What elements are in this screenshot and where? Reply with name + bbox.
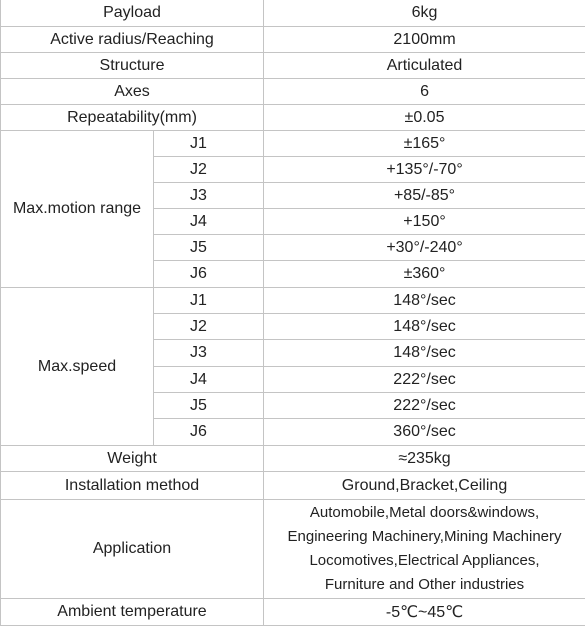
spec-value: ≈235kg [264,446,585,472]
joint-value: 148°/sec [264,288,585,314]
spec-row-application [1,500,585,599]
joint-label: J2 [154,157,264,183]
spec-label: Application [1,500,264,599]
spec-label: Ambient temperature [1,599,264,626]
joint-label: J4 [154,209,264,235]
joint-value: +150° [264,209,585,235]
joint-value: ±360° [264,261,585,288]
spec-row-ambient [1,599,585,626]
spec-row-weight [1,446,585,472]
spec-value: Ground,Bracket,Ceiling [264,472,585,500]
spec-row-installation [1,472,585,500]
spec-row-repeatability [1,105,585,131]
joint-value: 360°/sec [264,419,585,446]
application-line: Furniture and Other industries [324,575,525,593]
application-line: Automobile,Metal doors&windows, [309,504,540,522]
joint-label: J5 [154,235,264,261]
joint-label: J1 [154,131,264,157]
joint-value: 148°/sec [264,340,585,367]
joint-label: J5 [154,393,264,419]
joint-value: ±165° [264,131,585,157]
application-line: Engineering Machinery,Mining Machinery [287,528,562,546]
joint-label: J6 [154,419,264,446]
joint-value: 222°/sec [264,367,585,393]
spec-row-axes [1,79,585,105]
spec-label: Weight [1,446,264,472]
speed-row [1,288,585,314]
spec-label: Repeatability(mm) [1,105,264,131]
application-line: Locomotives,Electrical Appliances, [309,552,540,569]
joint-label: J3 [154,183,264,209]
joint-label: J2 [154,314,264,340]
spec-value: 6 [264,79,585,105]
joint-label: J4 [154,367,264,393]
spec-row-structure [1,53,585,79]
spec-value: -5℃~45℃ [264,599,585,626]
joint-value: 222°/sec [264,393,585,419]
joint-value: 148°/sec [264,314,585,340]
spec-label: Installation method [1,472,264,500]
joint-label: J1 [154,288,264,314]
motion-range-label: Max.motion range [1,131,154,288]
spec-value: Articulated [264,53,585,79]
joint-label: J3 [154,340,264,367]
joint-value: +30°/-240° [264,235,585,261]
max-speed-label: Max.speed [1,288,154,446]
spec-value: 2100mm [264,27,585,53]
joint-label: J6 [154,261,264,288]
spec-label: Payload [1,0,264,27]
spec-row-reach [1,27,585,53]
joint-value: +135°/-70° [264,157,585,183]
motion-row [1,131,585,157]
application-list [264,500,585,599]
spec-row-payload [1,0,585,27]
spec-value: ±0.05 [264,105,585,131]
spec-label: Active radius/Reaching [1,27,264,53]
spec-label: Axes [1,79,264,105]
spec-label: Structure [1,53,264,79]
joint-value: +85/-85° [264,183,585,209]
spec-value: 6kg [264,0,585,27]
